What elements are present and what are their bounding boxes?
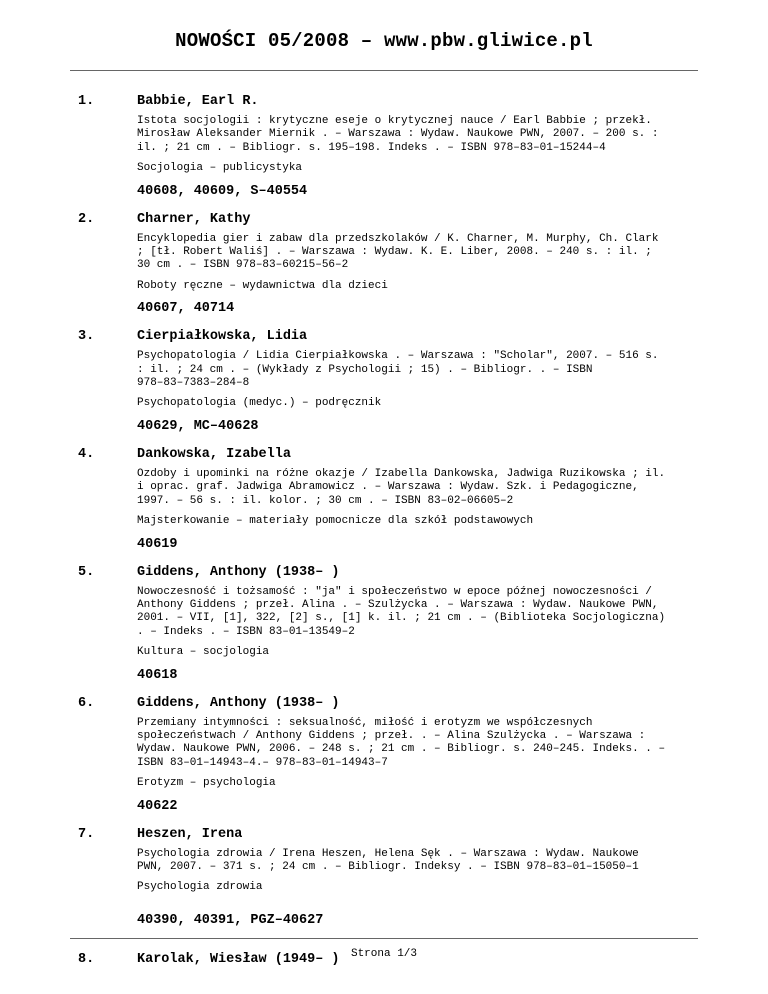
entry-description: Istota socjologii : krytyczne eseje o krytycznej nauce / Earl Babbie ; przekł. Mirosław Aleksander Miernik . – Warszawa : Wydaw. Naukowe PWN, 2007. – 200 s. : il. ; 21 cm . – Bibliogr. s. 195–198. Indeks . – ISBN 978–83–01–15244–4 bbox=[137, 115, 659, 154]
entry-list bbox=[0, 94, 768, 985]
entry-signatures: 40608, 40609, S–40554 bbox=[137, 183, 308, 199]
entry-author: Karolak, Wiesław (1949– ) bbox=[137, 951, 340, 967]
list-item bbox=[0, 565, 768, 683]
entry-number: 1. bbox=[78, 94, 95, 109]
entry-author: Heszen, Irena bbox=[137, 826, 243, 842]
entry-subject: Erotyzm – psychologia bbox=[137, 777, 276, 790]
page-number: Strona 1/3 bbox=[350, 948, 417, 960]
entry-number: 8. bbox=[78, 951, 95, 967]
entry-number: 4. bbox=[78, 446, 95, 462]
entry-signatures: 40619 bbox=[137, 536, 178, 552]
list-item bbox=[0, 696, 768, 814]
entry-description: Ozdoby i upominki na różne okazje / Izabella Dankowska, Jadwiga Ruzikowska ; il. i oprac. graf. Jadwiga Abramowicz . – Warszawa : Wydaw. Szk. i Pedagogiczne, 1997. – 56 s. : il. kolor. ; 30 cm . – ISBN 83–02–06605–2 bbox=[137, 467, 666, 507]
entry-signatures: 40607, 40714 bbox=[137, 301, 235, 317]
entry-signatures: 40390, 40391, PGZ–40627 bbox=[137, 912, 324, 928]
entry-subject: Psychologia zdrowia bbox=[137, 881, 263, 894]
entry-number: 3. bbox=[78, 329, 95, 345]
entry-description: Psychologia zdrowia / Irena Heszen, Helena Sęk . – Warszawa : Wydaw. Naukowe PWN, 2007. – 371 s. ; 24 cm . – Bibliogr. Indeksy . – ISBN 978–83–01–15050–1 bbox=[137, 847, 639, 873]
entry-number: 2. bbox=[78, 211, 95, 227]
list-item bbox=[0, 447, 768, 552]
entry-description: Psychopatologia / Lidia Cierpiałkowska . – Warszawa : "Scholar", 2007. – 516 s. : il. ; 24 cm . – (Wykłady z Psychologii ; 15) . – Bibliogr. . – ISBN 978–83–7383–284–8 bbox=[137, 350, 659, 390]
entry-subject: Kultura – socjologia bbox=[137, 646, 270, 659]
entry-number: 7. bbox=[78, 826, 95, 842]
list-item bbox=[0, 212, 768, 317]
entry-subject: Majsterkowanie – materiały pomocnicze dla szkół podstawowych bbox=[137, 515, 534, 528]
entry-signatures: 40622 bbox=[137, 798, 178, 814]
entry-subject: Roboty ręczne – wydawnictwa dla dzieci bbox=[137, 279, 388, 292]
entry-subject: Psychopatologia (medyc.) – podręcznik bbox=[137, 397, 382, 410]
entry-author: Dankowska, Izabella bbox=[137, 446, 291, 462]
title-divider bbox=[70, 70, 698, 71]
entry-subject: Socjologia – publicystyka bbox=[137, 162, 303, 175]
entry-description: Encyklopedia gier i zabaw dla przedszkolaków / K. Charner, M. Murphy, Ch. Clark ; [tł. Robert Waliś] . – Warszawa : Wydaw. K. E. Liber, 2008. – 240 s. : il. ; 30 cm . – ISBN 978–83–60215–56–2 bbox=[137, 232, 659, 272]
footer-divider bbox=[70, 938, 698, 939]
entry-description: Przemiany intymności : seksualność, miłość i erotyzm we współczesnych społeczeństwach / Anthony Giddens ; przeł. . – Alina Szulżycka . – Warszawa : Wydaw. Naukowe PWN, 2006. – 248 s. ; 21 cm . – Bibliogr. s. 240–245. Indeks. . – ISBN 83–01–14943–4.– 978–83–01–14943–7 bbox=[137, 716, 666, 769]
entry-author: Giddens, Anthony (1938– ) bbox=[137, 564, 340, 580]
entry-number: 6. bbox=[78, 695, 95, 711]
entry-number: 5. bbox=[78, 564, 95, 580]
entry-signatures: 40629, MC–40628 bbox=[137, 418, 259, 434]
page-title: NOWOŚCI 05/2008 – www.pbw.gliwice.pl bbox=[175, 30, 593, 52]
entry-author: Giddens, Anthony (1938– ) bbox=[137, 695, 340, 711]
list-item bbox=[0, 827, 768, 928]
entry-author: Cierpiałkowska, Lidia bbox=[137, 329, 308, 345]
list-item bbox=[0, 329, 768, 434]
list-item bbox=[0, 94, 768, 199]
entry-signatures: 40618 bbox=[137, 667, 178, 683]
entry-description: Nowoczesność i tożsamość : "ja" i społeczeństwo w epoce późnej nowoczesności / Anthony Giddens ; przeł. Alina . – Szulżycka . – Warszawa : Wydaw. Naukowe PWN, 2001. – VII, [1], 322, [2] s., [1] k. il. ; 21 cm . – (Biblioteka Socjologiczna) . – Indeks . – ISBN 83–01–13549–2 bbox=[137, 585, 666, 638]
entry-author: Charner, Kathy bbox=[137, 211, 251, 227]
entry-author: Babbie, Earl R. bbox=[137, 94, 259, 109]
